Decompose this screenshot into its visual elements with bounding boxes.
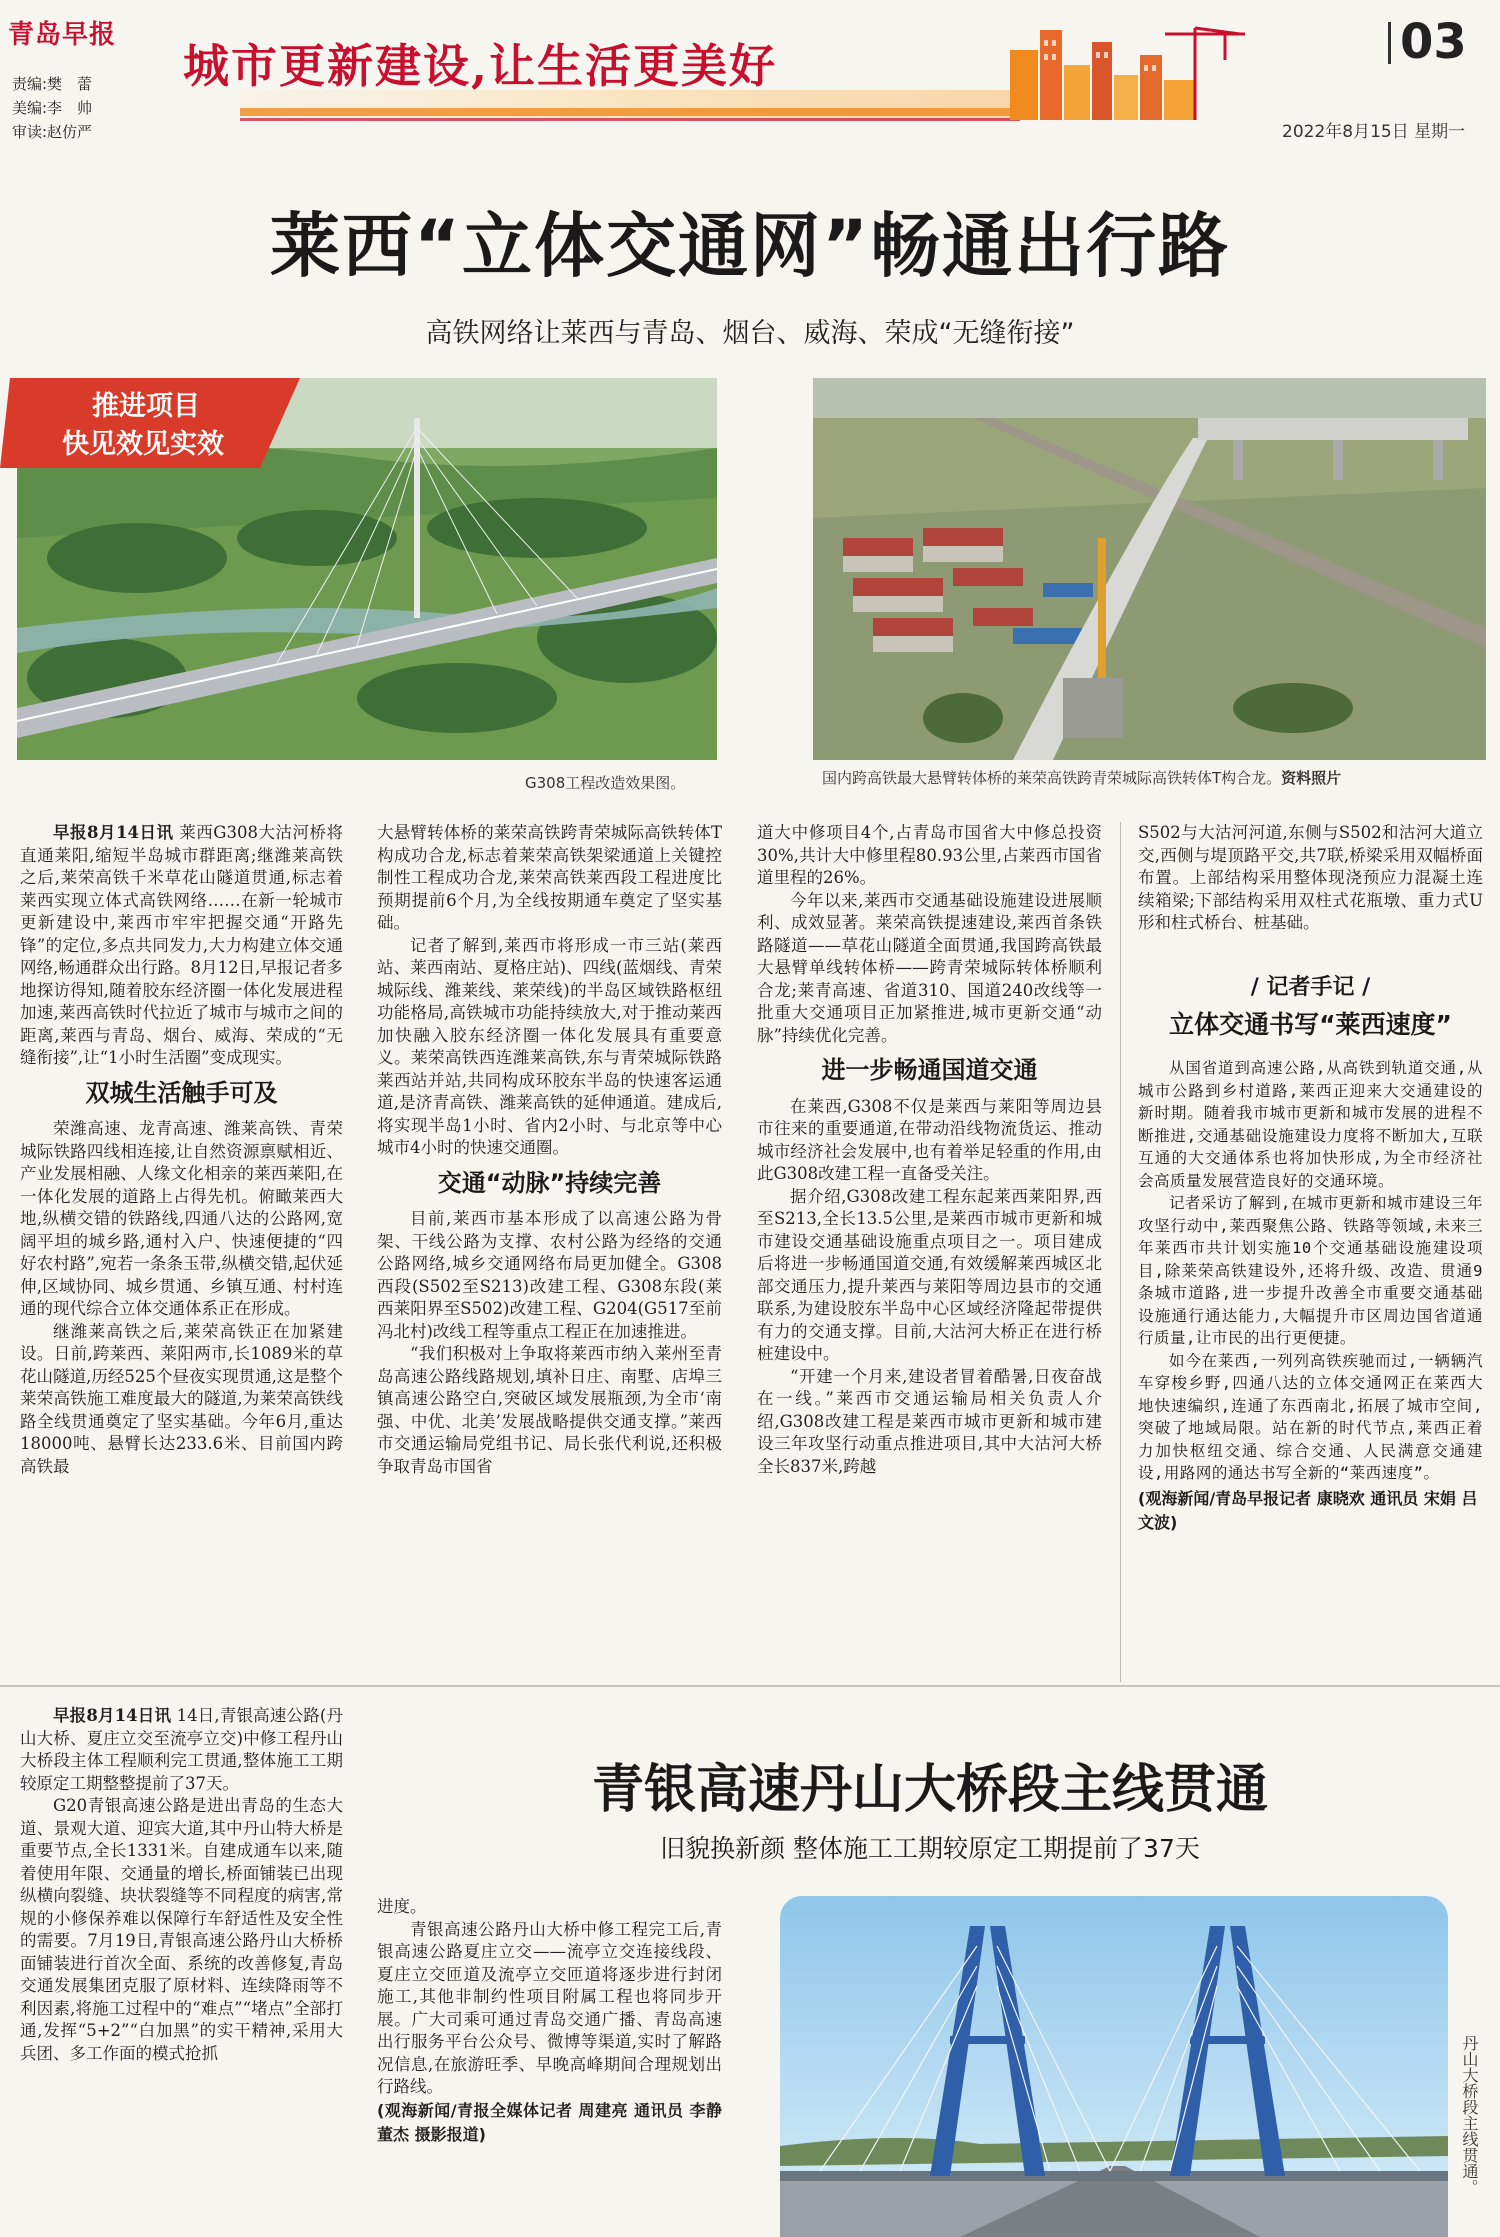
article2-subhead: 旧貌换新颜 整体施工工期较原定工期提前了37天: [660, 1834, 1200, 1863]
badge-line2: 快见效见实效: [62, 429, 224, 460]
article1-col3-p3: 在莱西,G308不仅是莱西与莱阳等周边县市往来的重要通道,在带动沿线物流货运、推动城市经济社会发展中,也有着举足轻重的作用,由此G308改建工程一直备受关注。: [757, 1096, 1102, 1183]
article2-col2-p1: 青银高速公路丹山大桥中修工程完工后,青银高速公路夏庄立交——流亭立交连接线段、夏庄立交匝道及流亭立交匝道将逐步进行封闭施工,其他非制约性项目附属工程也将同步开展。广大司乘可通过青岛交通广播、青岛高速出行服务平台公众号、微博等渠道,实时了解路况信息,在旅游旺季、早晚高峰期间合理规划出行路线。: [377, 1919, 722, 2096]
caption-left: G308工程改造效果图。: [525, 774, 686, 792]
article2-byline: (观海新闻/青报全媒体记者 周建亮 通讯员 李静 董杰 摄影报道): [377, 2100, 722, 2144]
section-heading-2: 交通“动脉”持续完善: [437, 1168, 662, 1197]
article2-dateline: 早报8月14日讯: [53, 1706, 172, 1725]
article-separator: [0, 1685, 1500, 1687]
note-body: [1138, 1057, 1483, 1485]
article1-col4-p1: S502与大沽河河道,东侧与S502和沽河大道立交,西侧与堤顶路平交,共7联,桥梁采用双幅桥面布置。上部结构采用整体现浇预应力混凝土连续箱梁;下部结构采用双柱式花瓶墩、重力式U形和柱式桥台、桩基础。: [1138, 823, 1483, 932]
article2-column2: [377, 1896, 722, 2147]
staff-art: 美编:李 帅: [12, 99, 93, 117]
section-badge: [0, 378, 300, 468]
note-title: 立体交通书写“莱西速度”: [1169, 1010, 1452, 1039]
article1-col3-p2: 今年以来,莱西市交通基础设施建设进展顺利、成效显著。莱荣高铁提速建设,莱西首条铁路隧道——草花山隧道全面贯通,我国跨高铁最大悬臂单线转体桥——跨青荣城际转体桥顺利合龙;莱青高速、省道310、国道240改线等一批重大交通项目正加紧推进,城市更新交通“动脉”持续优化完善。: [757, 890, 1102, 1045]
article1-col2-p3: 目前,莱西市基本形成了以高速公路为骨架、干线公路为支撑、农村公路为经络的交通公路网络,城乡交通网络布局更加健全。G308西段(S502至S213)改建工程、G308东段(莱西莱阳界至S502)改建工程、G204(G517至前冯北村)改线工程等重点工程正在加速推进。: [377, 1209, 722, 1341]
article2-col2-p0: 进度。: [377, 1897, 427, 1916]
article1-col2-p2: 记者了解到,莱西市将形成一市三站(莱西站、莱西南站、夏格庄站)、四线(蓝烟线、青荣城际线、潍莱线、莱荣线)的半岛区域铁路枢纽功能格局,高铁城市功能持续放大,对于推动莱西加快融入胶东经济圈一体化发展具有重要意义。莱荣高铁西连潍莱高铁,东与青荣城际铁路莱西站并站,共同构成环胶东半岛的快速客运通道,是济青高铁、潍莱高铁的延伸通道。建成后,将实现半岛1小时、省内2小时、与北京等中心城市4小时的快速交通圈。: [377, 935, 722, 1157]
note-p3: 如今在莱西,一列列高铁疾驰而过,一辆辆汽车穿梭乡野,四通八达的立体交通网正在莱西大地快速编织,连通了东西南北,拓展了城市空间,突破了地域局限。站在新的时代节点,莱西正着力加快枢纽交通、综合交通、人民满意交通建设,用路网的通达书写全新的“莱西速度”。: [1138, 1351, 1483, 1482]
article1-headline: 莱西“立体交通网”畅通出行路: [269, 205, 1230, 287]
page-number: 03: [1400, 14, 1467, 70]
article1-col2-p4: “我们积极对上争取将莱西市纳入莱州至青岛高速公路线路规划,填补日庄、南墅、店埠三镇高速公路空白,突破区域发展瓶颈,为全市‘南强、中优、北美’发展战略提供交通支撑。”莱西市交通运输局党组书记、局长张代利说,还积极争取青岛市国省: [377, 1344, 722, 1476]
column-rule: [1120, 822, 1121, 1682]
note-kicker: / 记者手记 /: [1250, 975, 1371, 1000]
masthead: [0, 0, 1500, 142]
article2-col1-p2: G20青银高速公路是进出青岛的生态大道、景观大道、迎宾大道,其中丹山特大桥是重要节点,全长1331米。自建成通车以来,随着使用年限、交通量的增长,桥面铺装已出现纵横向裂缝、块状裂缝等不同程度的病害,常规的小修保养难以保障行车舒适性及安全性的需要。7月19日,青银高速公路丹山大桥桥面铺装进行首次全面、系统的改善修复,青岛交通发展集团克服了原材料、连续降雨等不利因素,将施工过程中的“难点”“堵点”全部打通,发挥“5+2”“白加黑”的实干精神,采用大兵团、多工作面的模式抢抓: [20, 1796, 343, 2063]
article1-column2: [377, 822, 722, 1478]
caption-right-text: 国内跨高铁最大悬臂转体桥的莱荣高铁跨青荣城际高铁转体T构合龙。: [822, 769, 1282, 787]
article1-col2-p1: 大悬臂转体桥的莱荣高铁跨青荣城际高铁转体T构成功合龙,标志着莱荣高铁架梁通道上关键控制性工程成功合龙,莱荣高铁莱西段工程进度比预期提前6个月,为全线按期通车奠定了坚实基础。: [377, 823, 722, 932]
dateline: 早报8月14日讯: [53, 823, 174, 842]
section-heading-1: 双城生活触手可及: [85, 1078, 278, 1107]
article1-col3-p4: 据介绍,G308改建工程东起莱西莱阳界,西至S213,全长13.5公里,是莱西市城市更新和城市建设交通基础设施重点项目之一。项目建成后将进一步畅通国道交通,有效缓解莱西城区北部交通压力,提升莱西与莱阳等周边县市的交通联系,为建设胶东半岛中心区域经济隆起带提供有力的交通支撑。目前,大沽河大桥正在进行桥桩建设中。: [757, 1186, 1102, 1363]
caption-right: [822, 767, 1341, 788]
article1-byline: (观海新闻/青岛早报记者 康晓欢 通讯员 宋娟 吕文波): [1138, 1488, 1478, 1532]
issue-date: 2022年8月15日 星期一: [1282, 122, 1466, 142]
caption-right-credit: 资料照片: [1281, 769, 1342, 787]
article2-photo-caption: 丹山大桥段主线贯通。: [1460, 2035, 1479, 2195]
section-heading-3: 进一步畅通国道交通: [821, 1056, 1038, 1084]
laerong-bridge-photo: [813, 378, 1486, 760]
article2-column1: [20, 1705, 343, 2065]
article1-subhead: 高铁网络让莱西与青岛、烟台、威海、荣成“无缝衔接”: [425, 318, 1075, 349]
article1-col1-p1: 莱西G308大沽河桥将直通莱阳,缩短半岛城市群距离;继潍莱高铁之后,莱荣高铁千米草花山隧道贯通,标志着莱西实现立体式高铁网络……在新一轮城市更新建设中,莱西市牢牢把握交通“开路先锋”的定位,多点共同发力,大力构建立体交通网络,畅通群众出行路。8月12日,早报记者多地探访得知,随着胶东经济圈一体化发展进程加速,莱西高铁时代拉近了城市与城市之间的距离,莱西与青岛、烟台、威海、荣成的“无缝衔接”,让“1小时生活圈”变成现实。: [20, 823, 343, 1067]
page-number-divider: [1388, 22, 1391, 64]
banner-title: 城市更新建设,让生活更美好: [183, 39, 778, 93]
article1-col1-p3: 继潍莱高铁之后,莱荣高铁正在加紧建设。日前,跨莱西、莱阳两市,长1089米的草花山隧道,历经525个昼夜实现贯通,这是整个莱荣高铁施工难度最大的隧道,为莱荣高铁线路全线贯通奠定了坚实基础。今年6月,重达18000吨、悬臂长达233.6米、目前国内跨高铁最: [20, 1321, 343, 1476]
danshan-bridge-photo: [780, 1896, 1448, 2237]
article2-headline: 青银高速丹山大桥段主线贯通: [591, 1760, 1268, 1820]
article2-col1-p1: 14日,青银高速公路(丹山大桥、夏庄立交至流亭立交)中修工程丹山大桥段主体工程顺利完工贯通,整体施工工期较原定工期整整提前了37天。: [20, 1706, 343, 1793]
article1-column1: [20, 822, 343, 1478]
staff-review: 审读:赵仿严: [12, 123, 93, 141]
reporter-note: [1138, 970, 1483, 1535]
article1-col3-p1: 道大中修项目4个,占青岛市国省大中修总投资30%,共计大中修里程80.93公里,占莱西市国省道里程的26%。: [757, 823, 1102, 887]
article1-column3: [757, 822, 1102, 1478]
article1-col1-p2: 荣潍高速、龙青高速、潍莱高铁、青荣城际铁路四线相连接,让自然资源禀赋相近、产业发展相融、人缘文化相亲的莱西莱阳,在一体化发展的道路上占得先机。俯瞰莱西大地,纵横交错的铁路线,四通八达的公路网,宽阔平坦的城乡路,通村入户、快速便捷的“四好农村路”,宛若一条条玉带,纵横交错,起伏延伸,区域协同、城乡贯通、乡镇互通、村村连通的现代综合立体交通体系正在形成。: [20, 1119, 343, 1318]
article1-column4: [1138, 822, 1483, 935]
newspaper-logo: 青岛早报: [8, 20, 117, 50]
note-p1: 从国省道到高速公路,从高铁到轨道交通,从城市公路到乡村道路,莱西正迎来大交通建设的新时期。随着我市城市更新和城市发展的进程不断推进,交通基础设施建设力度将不断加大,互联互通的大交通体系也将加快形成,为全市经济社会高质量发展营造良好的交通环境。: [1138, 1059, 1483, 1190]
article1-col3-p5: “开建一个月来,建设者冒着酷暑,日夜奋战在一线。”莱西市交通运输局相关负责人介绍,G308改建工程是莱西市城市更新和城市建设三年攻坚行动重点推进项目,其中大沽河大桥全长837米,跨越: [757, 1366, 1102, 1476]
note-p2: 记者采访了解到,在城市更新和城市建设三年攻坚行动中,莱西聚焦公路、铁路等领域,未来三年莱西市共计划实施10个交通基础设施建设项目,除莱荣高铁建设外,还将升级、改造、贯通9条城市道路,进一步提升改善全市重要交通基础设施通行通达能力,大幅提升市区周边国省道通行质量,让市民的出行更便捷。: [1138, 1194, 1483, 1347]
staff-editor: 责编:樊 蕾: [12, 75, 93, 93]
badge-line1: 推进项目: [92, 391, 200, 422]
